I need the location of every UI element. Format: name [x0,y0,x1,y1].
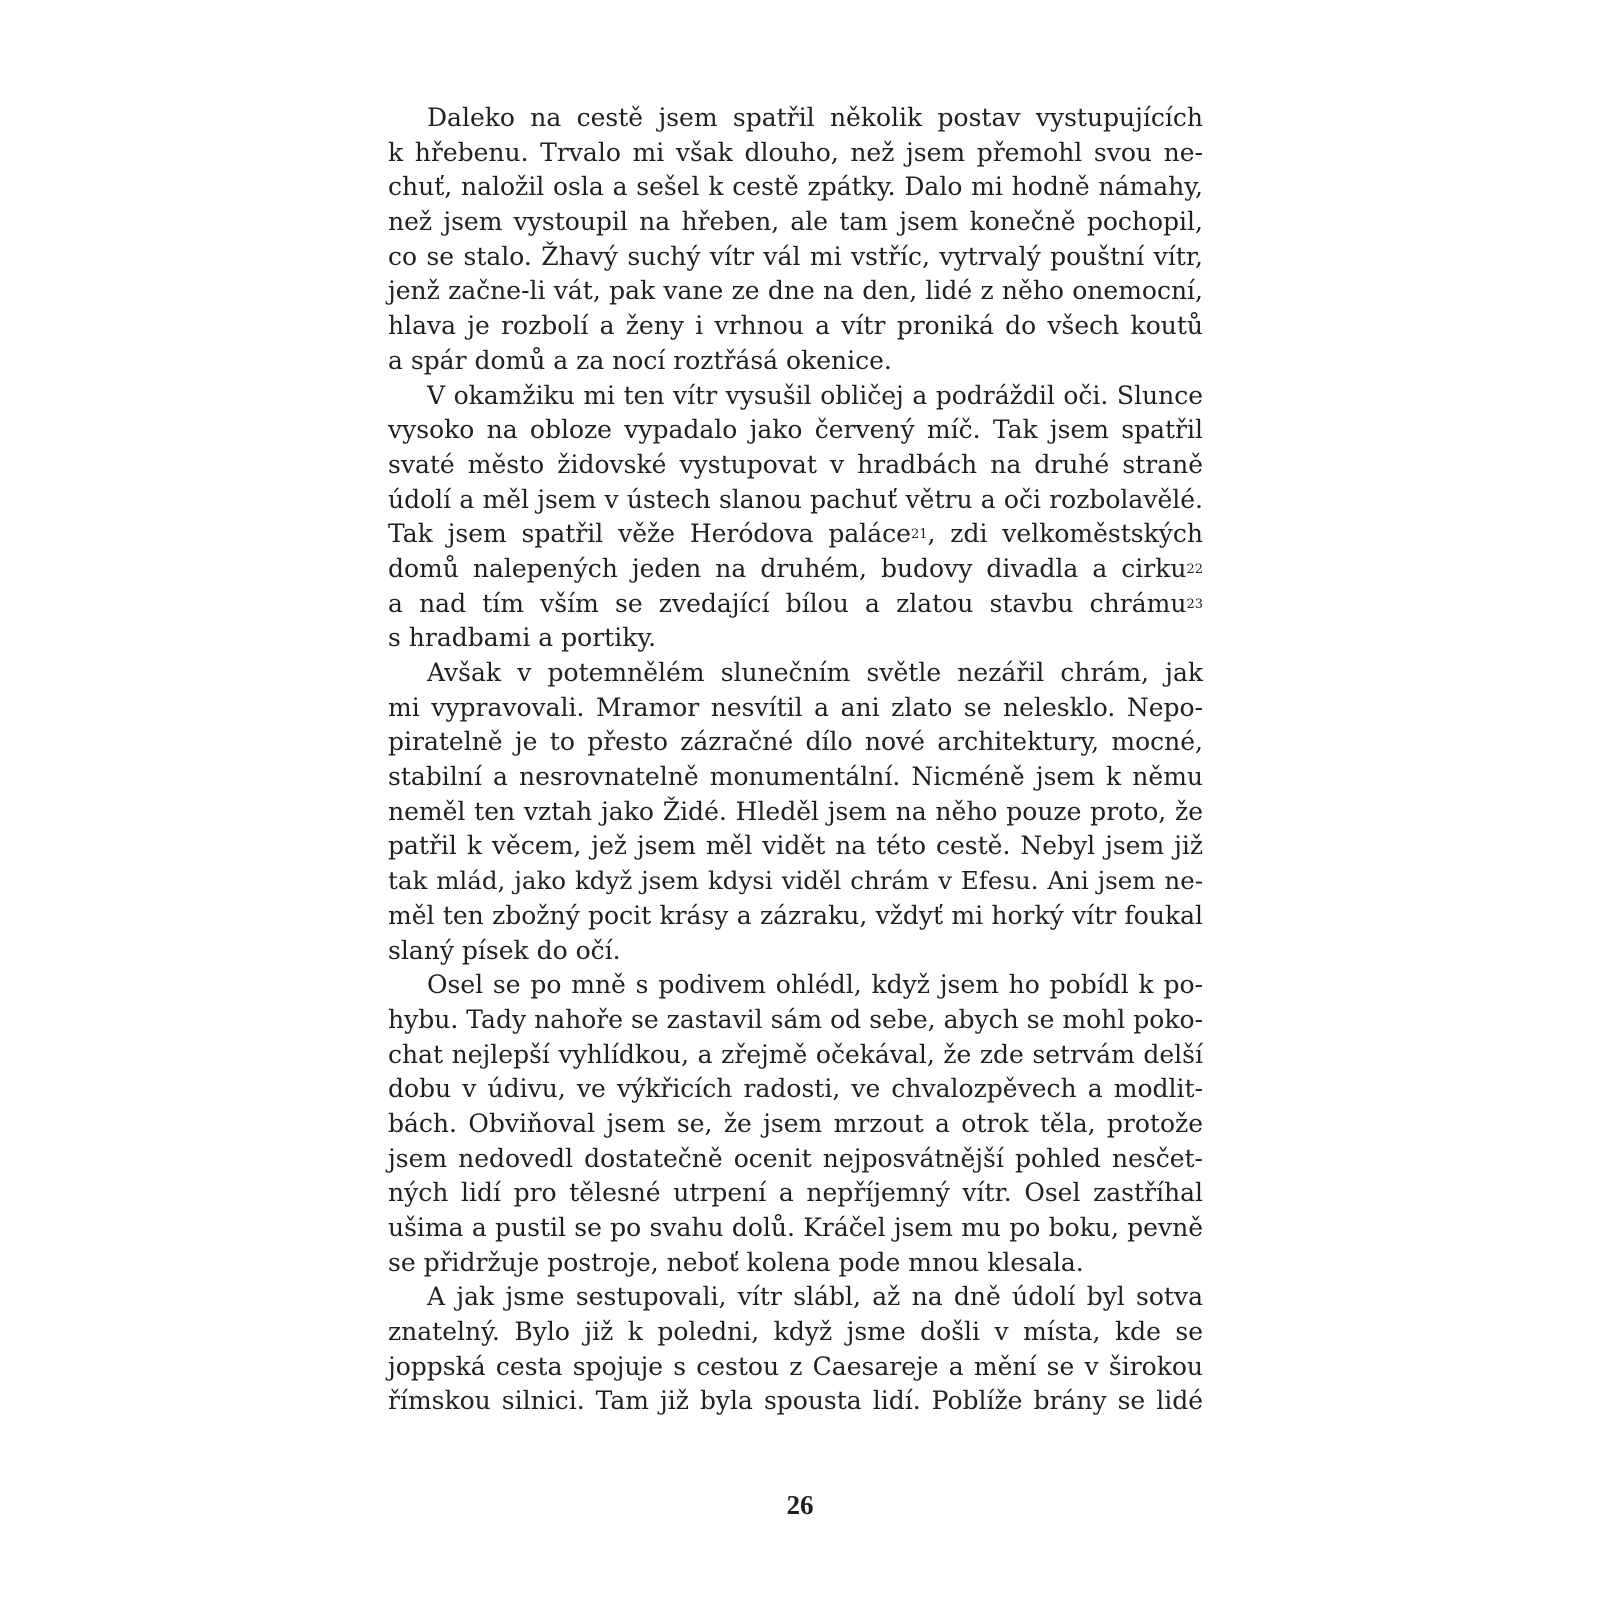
text-line: stabilní a nesrovnatelně monumentální. Nicméně jsem k němu [388,762,1203,792]
text-segment: domů nalepených jeden na druhém, budovy divadla a cirku [388,553,1187,583]
text-line: měl ten zbožný pocit krásy a zázraku, vždyť mi horký vítr foukal [388,900,1203,930]
footnote-marker: 22 [1186,561,1203,577]
text-line: hybu. Tady nahoře se zastavil sám od sebe, abych se mohl poko- [388,1004,1203,1034]
footnote-marker: 23 [1186,596,1203,612]
text-segment: Tak jsem spatřil věže Heródova paláce [388,519,911,549]
text-line: údolí a měl jsem v ústech slanou pachuť větru a oči rozbolavělé. [388,484,1203,514]
text-line: neměl ten vztah jako Židé. Hleděl jsem na něho pouze proto, že [388,796,1203,826]
paragraph [388,379,1203,657]
text-line: s hradbami a portiky. [388,623,657,653]
text-line: a spár domů a za nocí roztřásá okenice. [388,345,892,375]
text-line: svaté město židovské vystupovat v hradbách na druhé straně [388,449,1203,479]
text-line: A jak jsme sestupovali, vítr slábl, až na dně údolí byl sotva [427,1282,1203,1312]
paragraph [388,101,1203,379]
text-line: patřil k věcem, jež jsem měl vidět na této cestě. Nebyl jsem již [388,831,1203,861]
text-line: ušima a pustil se po svahu dolů. Kráčel jsem mu po boku, pevně [388,1213,1203,1242]
text-line: římskou silnici. Tam již byla spousta lidí. Poblíže brány se lidé [388,1386,1203,1416]
text-line: než jsem vystoupil na hřeben, ale tam jsem konečně pochopil, [388,207,1203,237]
text-line: tak mlád, jako když jsem kdysi viděl chrám v Efesu. Ani jsem ne- [388,866,1203,896]
text-line: Daleko na cestě jsem spatřil několik postav vystupujících [427,103,1203,132]
text-line: mi vypravovali. Mramor nesvítil a ani zlato se nelesklo. Nepo- [388,692,1203,722]
text-segment: a nad tím vším se zvedající bílou a zlatou stavbu chrámu [388,588,1187,618]
page-number: 26 [786,1490,814,1520]
text-line: piratelně je to přesto zázračné dílo nové architektury, mocné, [388,727,1203,757]
paragraph [388,1280,1203,1419]
text-line: znatelný. Bylo již k poledni, když jsme došli v místa, kde se [388,1317,1203,1347]
text-line: vysoko na obloze vypadalo jako červený míč. Tak jsem spatřil [388,415,1203,445]
text-line: Avšak v potemnělém slunečním světle nezářil chrám, jak [427,658,1203,687]
text-line: k hřebenu. Trvalo mi však dlouho, než jsem přemohl svou ne- [388,137,1203,167]
text-line: chat nejlepší vyhlídkou, a zřejmě očekával, že zde setrvám delší [388,1039,1203,1069]
text-line [388,517,1203,552]
text-line: jsem nedovedl dostatečně ocenit nejposvátnější pohled nesčet- [388,1143,1203,1173]
text-line: Osel se po mně s podivem ohlédl, když jsem ho pobídl k po- [427,970,1203,1000]
text-line: hlava je rozbolí a ženy i vrhnou a vítr proniká do všech koutů [388,311,1203,341]
paragraph [388,968,1203,1280]
text-segment: , zdi velkoměstských [927,519,1203,549]
text-line [388,552,1203,587]
text-line: dobu v údivu, ve výkřicích radosti, ve chvalozpěvech a modlit- [388,1074,1203,1104]
text-line: ných lidí pro tělesné utrpení a nepříjemný vítr. Osel zastříhal [388,1178,1203,1208]
text-line: slaný písek do očí. [388,935,621,965]
text-line [388,587,1203,622]
text-line: jenž začne-li vát, pak vane ze dne na den, lidé z něho onemocní, [388,276,1203,306]
text-line: se přidržuje postroje, neboť kolena pode mnou klesala. [388,1247,1084,1277]
text-line: chuť, naložil osla a sešel k cestě zpátky. Dalo mi hodně námahy, [388,172,1203,202]
text-line: joppská cesta spojuje s cestou z Caesareje a mění se v širokou [388,1351,1203,1381]
text-line: co se stalo. Žhavý suchý vítr vál mi vstříc, vytrvalý pouštní vítr, [388,241,1203,271]
text-line: V okamžiku mi ten vítr vysušil obličej a podráždil oči. Slunce [427,380,1203,410]
paragraph [388,656,1203,968]
body-text [388,101,1203,1419]
footnote-marker: 21 [910,527,928,543]
text-line: bách. Obviňoval jsem se, že jsem mrzout a otrok těla, protože [388,1108,1203,1138]
